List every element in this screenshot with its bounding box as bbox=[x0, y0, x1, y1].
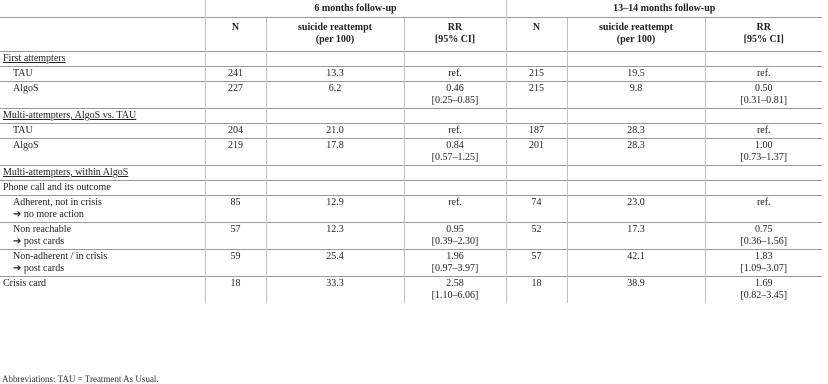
group-header-13m: 13–14 months follow-up bbox=[506, 0, 822, 18]
section-row bbox=[0, 166, 822, 181]
table-row bbox=[0, 196, 822, 223]
cell-rate-13m: 9.8 bbox=[567, 82, 705, 109]
cell-rate-6m: 17.8 bbox=[266, 139, 404, 166]
col-header-rr: RR [95% CI] bbox=[404, 18, 506, 52]
rr-value: 1.00 bbox=[755, 140, 773, 151]
cell-n-13m: 52 bbox=[506, 223, 567, 250]
ci-value: [0.36–1.56] bbox=[740, 236, 788, 247]
cell-n-13m: 215 bbox=[506, 82, 567, 109]
cell-rate-6m: 21.0 bbox=[266, 124, 404, 139]
cell-rr-6m: ref. bbox=[404, 196, 506, 223]
cell-rate-13m: 38.9 bbox=[567, 277, 705, 304]
cell-rr-6m: ref. bbox=[404, 67, 506, 82]
cell-n-13m: 201 bbox=[506, 139, 567, 166]
column-header-row bbox=[0, 18, 822, 52]
col-header-rate: suicide reattempt (per 100) bbox=[266, 18, 404, 52]
row-label: TAU bbox=[0, 67, 205, 82]
table-footnote: Abbreviations: TAU = Treatment As Usual. bbox=[2, 374, 159, 384]
subsection-row bbox=[0, 181, 822, 196]
cell-n-13m: 57 bbox=[506, 250, 567, 277]
rr-value: 1.83 bbox=[755, 251, 773, 262]
cell-rr-6m bbox=[404, 223, 506, 250]
col-header-rr: RR [95% CI] bbox=[705, 18, 822, 52]
table-row bbox=[0, 124, 822, 139]
cell-rr-13m bbox=[705, 250, 822, 277]
cell-rr-13m bbox=[705, 277, 822, 304]
ci-value: [0.39–2.30] bbox=[431, 236, 479, 247]
cell-n-6m: 57 bbox=[205, 223, 266, 250]
cell-n-6m: 85 bbox=[205, 196, 266, 223]
cell-rr-13m bbox=[705, 82, 822, 109]
cell-rr-6m bbox=[404, 250, 506, 277]
rr-value: 0.46 bbox=[446, 83, 464, 94]
cell-rate-13m: 28.3 bbox=[567, 139, 705, 166]
cell-rr-13m bbox=[705, 139, 822, 166]
cell-rate-13m: 28.3 bbox=[567, 124, 705, 139]
cell-rr-13m bbox=[705, 223, 822, 250]
row-label: AlgoS bbox=[0, 139, 205, 166]
table-row bbox=[0, 277, 822, 304]
rr-value: 0.95 bbox=[446, 224, 464, 235]
cell-n-6m: 18 bbox=[205, 277, 266, 304]
rr-value: 1.96 bbox=[446, 251, 464, 262]
cell-n-6m: 219 bbox=[205, 139, 266, 166]
cell-rr-13m: ref. bbox=[705, 67, 822, 82]
ci-value: [0.97–3.97] bbox=[431, 263, 479, 274]
section-label: Multi-attempters, AlgoS vs. TAU bbox=[0, 109, 205, 124]
ci-value: [0.73–1.37] bbox=[740, 152, 788, 163]
table-row bbox=[0, 139, 822, 166]
rr-value: 2.58 bbox=[446, 278, 464, 289]
cell-rr-6m: ref. bbox=[404, 124, 506, 139]
section-row bbox=[0, 52, 822, 67]
section-row bbox=[0, 109, 822, 124]
section-label: First attempters bbox=[0, 52, 205, 67]
cell-rate-6m: 25.4 bbox=[266, 250, 404, 277]
subsection-label: Phone call and its outcome bbox=[0, 181, 205, 196]
rr-value: 1.69 bbox=[755, 278, 773, 289]
cell-rate-13m: 19.5 bbox=[567, 67, 705, 82]
cell-n-6m: 241 bbox=[205, 67, 266, 82]
cell-rate-13m: 17.3 bbox=[567, 223, 705, 250]
cell-n-13m: 74 bbox=[506, 196, 567, 223]
table-row bbox=[0, 223, 822, 250]
cell-n-6m: 204 bbox=[205, 124, 266, 139]
ci-value: [0.82–3.45] bbox=[740, 290, 788, 301]
table-row bbox=[0, 67, 822, 82]
ci-value: [1.10–6.06] bbox=[431, 290, 479, 301]
group-header-row bbox=[0, 0, 822, 18]
cell-rate-6m: 33.3 bbox=[266, 277, 404, 304]
cell-rate-6m: 13.3 bbox=[266, 67, 404, 82]
cell-rate-13m: 42.1 bbox=[567, 250, 705, 277]
cell-rate-6m: 6.2 bbox=[266, 82, 404, 109]
ci-value: [0.57–1.25] bbox=[431, 152, 479, 163]
stub-corner bbox=[0, 0, 205, 18]
arrow-sublabel: ➔ post cards bbox=[13, 263, 65, 274]
cell-n-13m: 215 bbox=[506, 67, 567, 82]
arrow-sublabel: ➔ no more action bbox=[13, 209, 84, 220]
cell-rr-6m bbox=[404, 139, 506, 166]
ci-value: [1.09–3.07] bbox=[740, 263, 788, 274]
table-row bbox=[0, 82, 822, 109]
row-label: Non-adherent / in crisis ➔ post cards bbox=[0, 250, 205, 277]
cell-rate-6m: 12.3 bbox=[266, 223, 404, 250]
group-header-6m: 6 months follow-up bbox=[205, 0, 506, 18]
cell-rate-6m: 12.9 bbox=[266, 196, 404, 223]
row-label: Adherent, not in crisis ➔ no more action bbox=[0, 196, 205, 223]
cell-rr-13m: ref. bbox=[705, 124, 822, 139]
row-label: TAU bbox=[0, 124, 205, 139]
cell-rr-6m bbox=[404, 277, 506, 304]
row-label: Non reachable ➔ post cards bbox=[0, 223, 205, 250]
stub-header bbox=[0, 18, 205, 52]
rr-value: 0.75 bbox=[755, 224, 773, 235]
row-label: AlgoS bbox=[0, 82, 205, 109]
row-label: Crisis card bbox=[0, 277, 205, 304]
cell-rr-6m bbox=[404, 82, 506, 109]
cell-n-6m: 59 bbox=[205, 250, 266, 277]
cell-rr-13m: ref. bbox=[705, 196, 822, 223]
cell-n-13m: 187 bbox=[506, 124, 567, 139]
arrow-sublabel: ➔ post cards bbox=[13, 236, 65, 247]
cell-n-13m: 18 bbox=[506, 277, 567, 304]
rr-value: 0.84 bbox=[446, 140, 464, 151]
col-header-n: N bbox=[205, 18, 266, 52]
cell-n-6m: 227 bbox=[205, 82, 266, 109]
table-row bbox=[0, 250, 822, 277]
rr-value: 0.50 bbox=[755, 83, 773, 94]
section-label: Multi-attempters, within AlgoS bbox=[0, 166, 205, 181]
cell-rate-13m: 23.0 bbox=[567, 196, 705, 223]
col-header-rate: suicide reattempt (per 100) bbox=[567, 18, 705, 52]
ci-value: [0.31–0.81] bbox=[740, 95, 788, 106]
col-header-n: N bbox=[506, 18, 567, 52]
ci-value: [0.25–0.85] bbox=[431, 95, 479, 106]
